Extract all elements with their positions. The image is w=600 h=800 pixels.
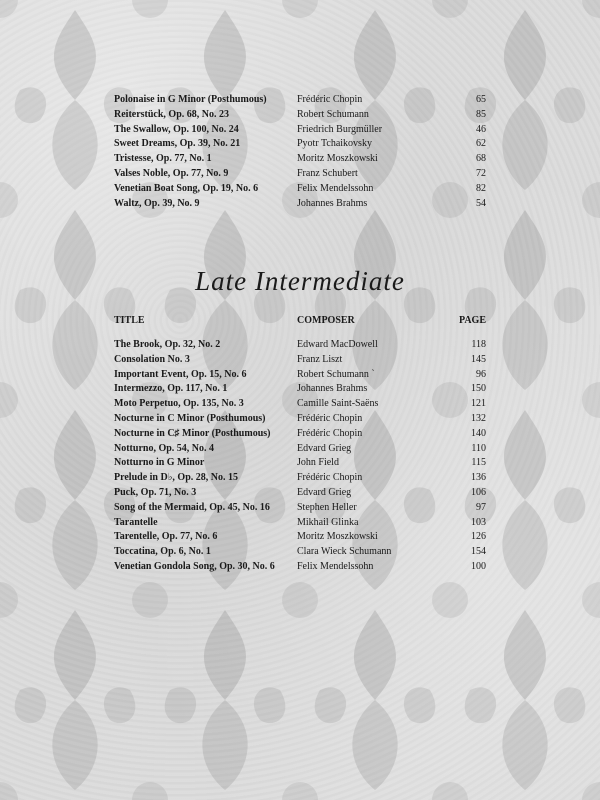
list-item xyxy=(114,368,486,383)
piece-page-number: 65 xyxy=(476,94,486,105)
piece-composer: Franz Schubert xyxy=(297,167,358,179)
piece-title: Notturno in G Minor xyxy=(114,457,205,469)
piece-page-number: 97 xyxy=(476,501,486,513)
piece-title: Consolation No. 3 xyxy=(114,353,190,365)
list-item xyxy=(114,545,486,560)
piece-composer: Mikhail Glinka xyxy=(297,516,359,528)
piece-title: Nocturne in C♯ Minor (Posthumous) xyxy=(114,427,271,439)
piece-page-number: 54 xyxy=(476,197,486,209)
piece-title: Intermezzo, Op. 117, No. 1 xyxy=(114,383,228,395)
piece-page-number: 68 xyxy=(476,153,486,165)
list-item xyxy=(114,412,486,427)
piece-page-number: 118 xyxy=(471,339,486,350)
piece-title: Polonaise in G Minor (Posthumous) xyxy=(114,94,267,105)
piece-title: The Brook, Op. 32, No. 2 xyxy=(114,339,221,350)
piece-composer: Felix Mendelssohn xyxy=(297,182,374,194)
piece-composer: Edvard Grieg xyxy=(297,442,352,454)
list-item xyxy=(114,382,486,397)
piece-composer: Johannes Brahms xyxy=(297,197,368,209)
column-headers xyxy=(114,315,486,329)
list-item xyxy=(114,167,486,182)
list-item xyxy=(114,182,486,197)
piece-page-number: 96 xyxy=(476,368,486,380)
column-header-title: TITLE xyxy=(114,315,145,326)
list-item xyxy=(114,108,486,123)
piece-title: The Swallow, Op. 100, No. 24 xyxy=(114,123,239,135)
piece-composer: Friedrich Burgmüller xyxy=(297,123,383,135)
piece-title: Toccatina, Op. 6, No. 1 xyxy=(114,546,211,558)
piece-page-number: 132 xyxy=(471,412,486,424)
list-item xyxy=(114,442,486,457)
piece-composer: Edward MacDowell xyxy=(297,339,378,350)
piece-page-number: 46 xyxy=(476,123,486,135)
piece-title: Puck, Op. 71, No. 3 xyxy=(114,486,197,498)
list-item xyxy=(114,137,486,152)
list-item xyxy=(114,486,486,501)
piece-composer: Felix Mendelssohn xyxy=(297,560,374,572)
piece-page-number: 126 xyxy=(471,531,486,543)
piece-title: Valses Noble, Op. 77, No. 9 xyxy=(114,167,229,179)
list-item xyxy=(114,397,486,412)
piece-page-number: 115 xyxy=(471,457,486,469)
piece-page-number: 106 xyxy=(471,486,486,498)
list-item xyxy=(114,516,486,531)
piece-composer: Edvard Grieg xyxy=(297,486,352,498)
piece-composer: Stephen Heller xyxy=(297,501,357,513)
list-item xyxy=(114,353,486,368)
piece-page-number: 150 xyxy=(471,383,486,395)
piece-title: Moto Perpetuo, Op. 135, No. 3 xyxy=(114,398,244,410)
column-header-composer: COMPOSER xyxy=(297,315,355,326)
list-item xyxy=(114,501,486,516)
piece-page-number: 103 xyxy=(471,516,486,528)
piece-title: Prelude in D♭, Op. 28, No. 15 xyxy=(114,472,238,484)
piece-title: Notturno, Op. 54, No. 4 xyxy=(114,442,215,454)
list-item xyxy=(114,560,486,575)
list-item xyxy=(114,471,486,486)
piece-composer: Camille Saint-Saëns xyxy=(297,398,379,410)
piece-title: Waltz, Op. 39, No. 9 xyxy=(114,197,200,209)
piece-page-number: 62 xyxy=(476,138,486,150)
piece-composer: Clara Wieck Schumann xyxy=(297,546,392,558)
piece-page-number: 72 xyxy=(476,167,486,179)
list-item xyxy=(114,93,486,108)
piece-page-number: 85 xyxy=(476,108,486,120)
piece-page-number: 136 xyxy=(471,472,486,484)
piece-composer: Frédéric Chopin xyxy=(297,412,363,424)
piece-title: Tarentelle, Op. 77, No. 6 xyxy=(114,531,218,543)
piece-title: Tristesse, Op. 77, No. 1 xyxy=(114,153,212,165)
piece-title: Important Event, Op. 15, No. 6 xyxy=(114,368,247,380)
piece-page-number: 140 xyxy=(471,427,486,439)
piece-page-number: 154 xyxy=(471,546,486,558)
piece-title: Tarantelle xyxy=(114,516,158,528)
piece-page-number: 82 xyxy=(476,182,486,194)
piece-page-number: 110 xyxy=(471,442,486,454)
list-item xyxy=(114,456,486,471)
piece-list-section-2 xyxy=(114,338,486,575)
list-item xyxy=(114,338,486,353)
piece-composer: Robert Schumann xyxy=(297,108,369,120)
column-header-page: PAGE xyxy=(458,315,486,326)
piece-composer: Franz Liszt xyxy=(297,353,343,365)
piece-composer: Moritz Moszkowski xyxy=(297,153,378,165)
piece-composer: Johannes Brahms xyxy=(297,383,368,395)
piece-composer: Frédéric Chopin xyxy=(297,94,363,105)
piece-composer: Robert Schumann ` xyxy=(297,368,375,380)
list-item xyxy=(114,530,486,545)
list-item xyxy=(114,152,486,167)
piece-title: Sweet Dreams, Op. 39, No. 21 xyxy=(114,138,241,150)
piece-page-number: 100 xyxy=(471,560,486,572)
piece-composer: Pyotr Tchaikovsky xyxy=(297,138,372,150)
piece-composer: Frédéric Chopin xyxy=(297,427,363,439)
piece-title: Nocturne in C Minor (Posthumous) xyxy=(114,412,266,424)
section-heading: Late Intermediate xyxy=(195,266,405,296)
piece-title: Reiterstück, Op. 68, No. 23 xyxy=(114,108,229,120)
list-item xyxy=(114,123,486,138)
list-item xyxy=(114,427,486,442)
piece-page-number: 121 xyxy=(471,398,486,410)
piece-composer: Frédéric Chopin xyxy=(297,472,363,484)
piece-list-section-1 xyxy=(114,93,486,211)
piece-composer: John Field xyxy=(297,457,339,469)
piece-title: Song of the Mermaid, Op. 45, No. 16 xyxy=(114,501,270,513)
piece-title: Venetian Boat Song, Op. 19, No. 6 xyxy=(114,182,259,194)
piece-page-number: 145 xyxy=(471,353,486,365)
piece-composer: Moritz Moszkowski xyxy=(297,531,378,543)
piece-title: Venetian Gondola Song, Op. 30, No. 6 xyxy=(114,560,275,572)
list-item xyxy=(114,197,486,212)
